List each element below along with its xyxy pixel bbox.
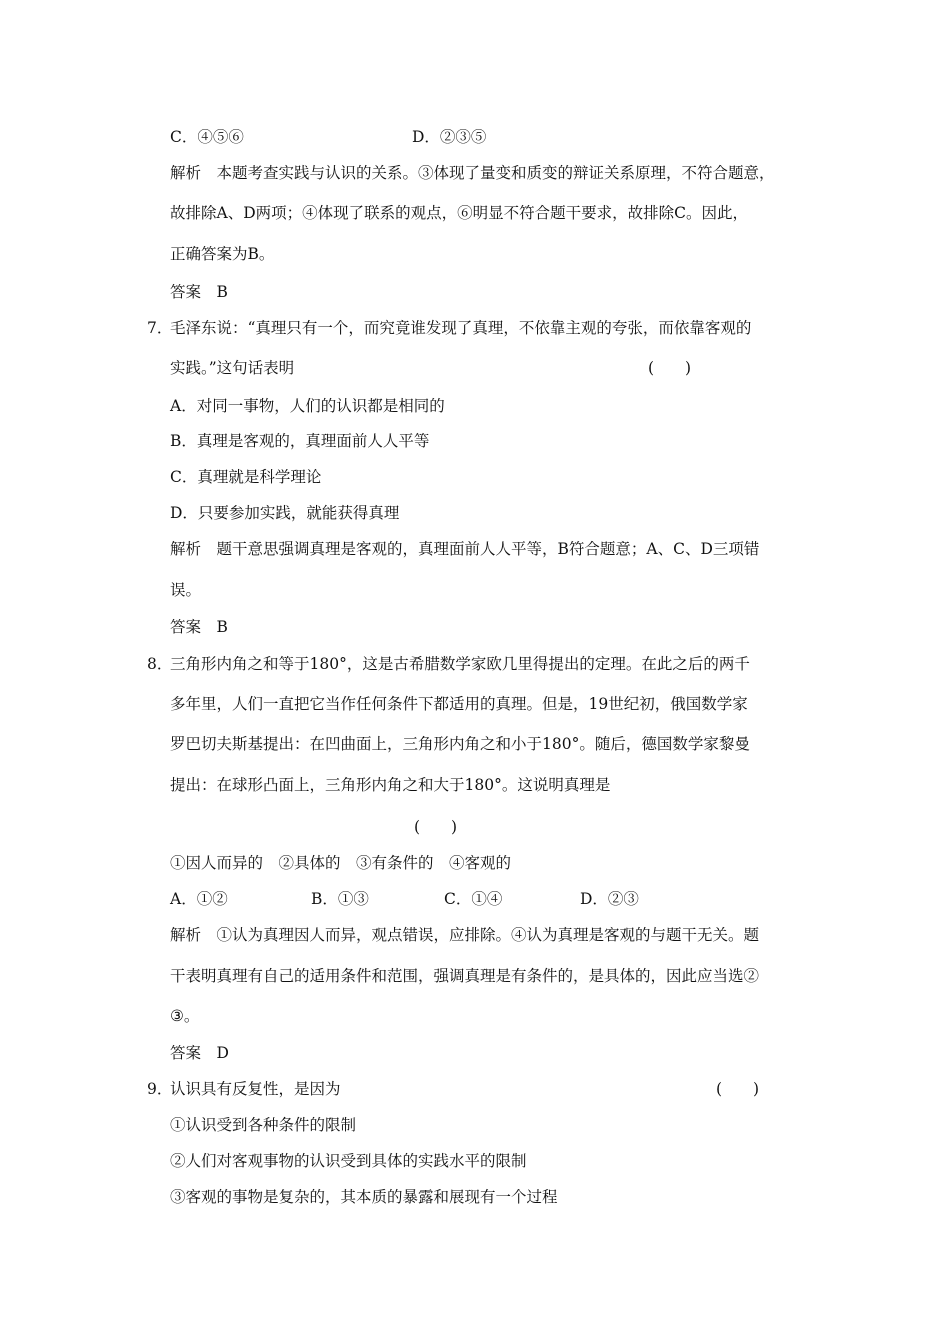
question-stem: 提出：在球形凸面上，三角形内角之和大于180°。这说明真理是	[170, 776, 611, 794]
analysis-line: ③。	[170, 1007, 200, 1025]
answer-paren: ( )	[648, 359, 692, 377]
question-number: 9．	[147, 1080, 173, 1098]
question-stem: 实践。”这句话表明	[170, 359, 295, 377]
answer: 答案 B	[170, 618, 228, 636]
question-stem: 罗巴切夫斯基提出：在凹曲面上，三角形内角之和小于180°。随后，德国数学家黎曼	[170, 735, 750, 753]
question-number: 8．	[147, 655, 173, 673]
option-c: C．真理就是科学理论	[170, 468, 322, 486]
option-d: D．②③⑤	[412, 128, 487, 146]
option-a: A．对同一事物，人们的认识都是相同的	[170, 397, 445, 415]
answer: 答案 B	[170, 283, 228, 301]
analysis-line: 干表明真理有自己的适用条件和范围，强调真理是有条件的，是具体的，因此应当选②	[170, 967, 760, 985]
statement-item: ③客观的事物是复杂的，其本质的暴露和展现有一个过程	[170, 1188, 558, 1206]
option-b: B．①③	[311, 890, 369, 908]
question-stem: 认识具有反复性，是因为	[170, 1080, 341, 1098]
option-a: A．①②	[170, 890, 228, 908]
question-stem: 毛泽东说：“真理只有一个，而究竟谁发现了真理，不依靠主观的夸张，而依靠客观的	[170, 319, 752, 337]
analysis-line: 误。	[170, 581, 202, 599]
analysis-line: 正确答案为B。	[170, 245, 275, 263]
option-c: C．①④	[444, 890, 503, 908]
question-number: 7．	[147, 319, 173, 337]
statement-item: ②人们对客观事物的认识受到具体的实践水平的限制	[170, 1152, 527, 1170]
analysis-line: 解析 ①认为真理因人而异，观点错误，应排除。④认为真理是客观的与题干无关。题	[170, 926, 760, 944]
analysis-line: 解析 本题考查实践与认识的关系。③体现了量变和质变的辩证关系原理，不符合题意，	[170, 164, 775, 182]
option-c: C．④⑤⑥	[170, 128, 244, 146]
answer-paren: ( )	[414, 818, 458, 836]
question-stem: 多年里，人们一直把它当作任何条件下都适用的真理。但是，19世纪初，俄国数学家	[170, 695, 748, 713]
analysis-line: 故排除A、D两项；④体现了联系的观点，⑥明显不符合题干要求，故排除C。因此，	[170, 204, 748, 222]
answer: 答案 D	[170, 1044, 229, 1062]
option-d: D．②③	[580, 890, 639, 908]
option-d: D．只要参加实践，就能获得真理	[170, 504, 400, 522]
statement-item: ①认识受到各种条件的限制	[170, 1116, 357, 1134]
answer-paren: ( )	[716, 1080, 760, 1098]
analysis-line: 解析 题干意思强调真理是客观的，真理面前人人平等，B符合题意；A、C、D三项错	[170, 540, 760, 558]
statement-items: ①因人而异的 ②具体的 ③有条件的 ④客观的	[170, 854, 512, 872]
option-b: B．真理是客观的，真理面前人人平等	[170, 432, 430, 450]
question-stem: 三角形内角之和等于180°，这是古希腊数学家欧几里得提出的定理。在此之后的两千	[170, 655, 750, 673]
